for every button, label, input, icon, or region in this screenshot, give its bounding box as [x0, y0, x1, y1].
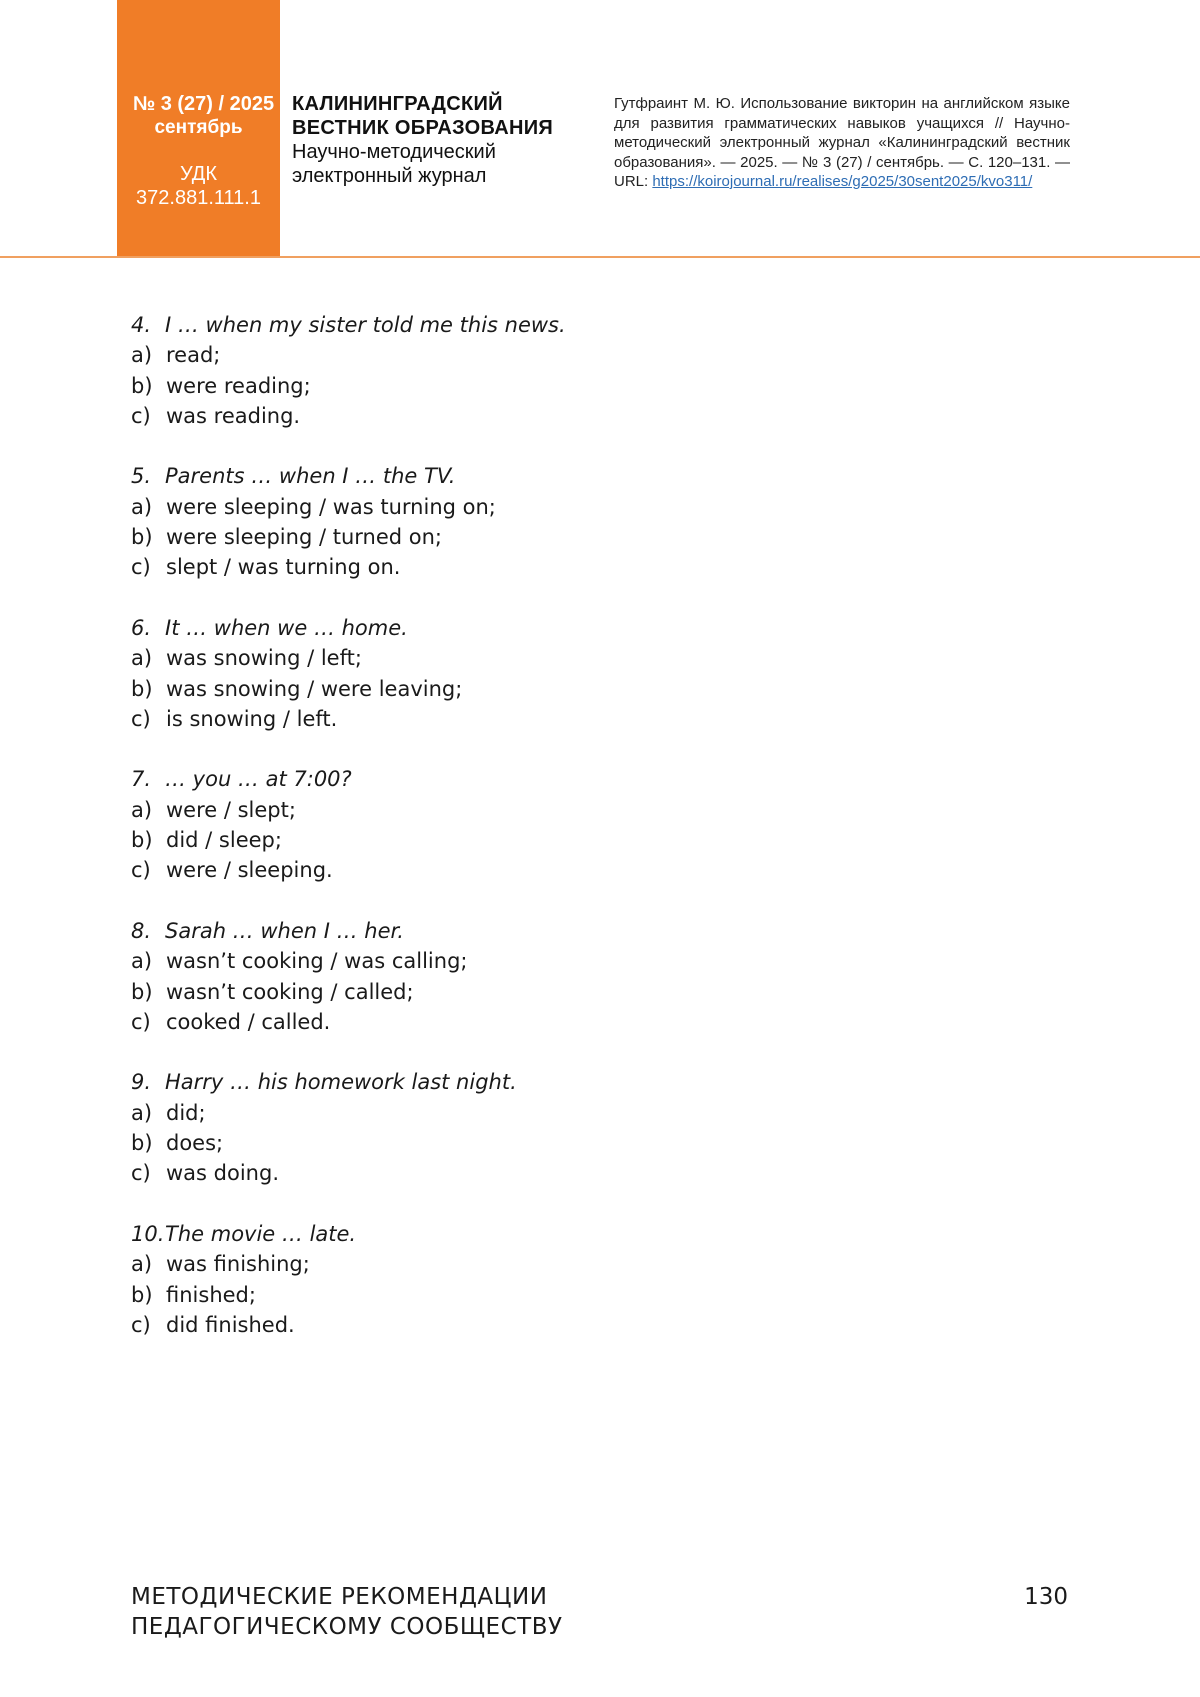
option-letter: b): [131, 828, 153, 853]
page-number: 130: [1024, 1584, 1068, 1610]
option-letter: c): [131, 858, 151, 883]
option-text: did / sleep;: [166, 828, 282, 853]
option-text: were reading;: [166, 373, 311, 398]
option-text: was doing.: [166, 1161, 279, 1186]
option-letter: b): [131, 676, 153, 701]
journal-title-block: [292, 92, 582, 188]
question-text: [131, 613, 1031, 643]
option-text: was reading.: [166, 403, 301, 428]
question-text: [131, 1219, 1031, 1249]
answer-option: [131, 825, 1031, 855]
option-letter: c): [131, 706, 151, 731]
question-text: [131, 310, 1031, 340]
answer-option: [131, 1310, 1031, 1340]
question-text: [131, 764, 1031, 794]
answer-option: [131, 795, 1031, 825]
issue-number: № 3 (27) / 2025: [132, 93, 275, 115]
answer-option: [131, 401, 1031, 431]
question-number: 10.: [131, 1221, 165, 1246]
question-stem: It … when we … home.: [165, 615, 408, 640]
question-number: 7.: [131, 767, 152, 792]
question-stem: Sarah … when I … her.: [165, 918, 404, 943]
question-stem: I … when my sister told me this news.: [165, 313, 566, 337]
answer-option: [131, 371, 1031, 401]
journal-subtitle-line2: электронный журнал: [292, 165, 487, 187]
question-number: 5.: [131, 464, 152, 489]
question-number: 8.: [131, 918, 152, 943]
header-divider: [0, 256, 1200, 258]
option-text: wasn’t cooking / was calling;: [166, 949, 468, 974]
answer-option: [131, 1280, 1031, 1310]
question-number: 6.: [131, 615, 152, 640]
footer-section-line1: МЕТОДИЧЕСКИЕ РЕКОМЕНДАЦИИ: [131, 1584, 548, 1610]
answer-option: [131, 492, 1031, 522]
question-text: [131, 916, 1031, 946]
option-text: read;: [166, 343, 221, 368]
option-letter: a): [131, 1100, 153, 1125]
question-block: [131, 461, 1031, 582]
journal-title-line1: КАЛИНИНГРАДСКИЙ: [292, 93, 503, 115]
question-block: [131, 916, 1031, 1037]
question-number: 9.: [131, 1070, 152, 1095]
option-text: slept / was turning on.: [166, 555, 401, 580]
option-letter: c): [131, 403, 151, 428]
answer-option: [131, 855, 1031, 885]
issue-month: сентябрь: [154, 117, 243, 138]
journal-title-line2: ВЕСТНИК ОБРАЗОВАНИЯ: [292, 117, 554, 139]
question-stem: The movie … late.: [165, 1221, 357, 1246]
udk-code: 372.881.111.1: [136, 187, 261, 209]
option-text: finished;: [166, 1282, 256, 1307]
footer-section-title: [131, 1582, 563, 1642]
option-text: were sleeping / turned on;: [166, 525, 442, 550]
option-text: wasn’t cooking / called;: [166, 979, 414, 1004]
question-block: [131, 764, 1031, 885]
option-text: did finished.: [166, 1312, 295, 1337]
option-text: were sleeping / was turning on;: [166, 494, 496, 519]
option-letter: c): [131, 555, 151, 580]
option-letter: a): [131, 646, 153, 671]
citation-link[interactable]: https://koirojournal.ru/realises/g2025/30sent2025/kvo311/: [652, 173, 1033, 190]
option-text: was finishing;: [166, 1252, 310, 1277]
answer-option: [131, 643, 1031, 673]
footer-section-line2: ПЕДАГОГИЧЕСКОМУ СООБЩЕСТВУ: [131, 1614, 563, 1640]
answer-option: [131, 1128, 1031, 1158]
answer-option: [131, 552, 1031, 582]
option-letter: a): [131, 494, 153, 519]
question-stem: Harry … his homework last night.: [165, 1070, 517, 1095]
option-letter: b): [131, 525, 153, 550]
question-number: 4.: [131, 313, 152, 337]
option-text: were / sleeping.: [166, 858, 333, 883]
option-letter: a): [131, 949, 153, 974]
option-letter: a): [131, 343, 153, 368]
question-text: [131, 1067, 1031, 1097]
answer-option: [131, 704, 1031, 734]
quiz-questions: [131, 310, 1031, 1370]
citation-text: Гутфраинт М. Ю. Использование викторин на английском языке для развития грамматических навыков учащихся // Научно-методический электронный журнал «Калининградский вестник образования». — 2025. — № 3 (27) / сентябрь. — С. 120–131. — URL:: [614, 95, 1070, 190]
answer-option: [131, 674, 1031, 704]
question-text: [131, 461, 1031, 491]
option-letter: b): [131, 1282, 153, 1307]
answer-option: [131, 946, 1031, 976]
option-letter: b): [131, 979, 153, 1004]
issue-badge: [117, 0, 280, 258]
answer-option: [131, 522, 1031, 552]
answer-option: [131, 1098, 1031, 1128]
option-text: cooked / called.: [166, 1009, 331, 1034]
option-text: were / slept;: [166, 797, 296, 822]
answer-option: [131, 1158, 1031, 1188]
question-stem: … you … at 7:00?: [165, 767, 352, 792]
question-block: [131, 310, 1031, 431]
question-block: [131, 1067, 1031, 1188]
answer-option: [131, 340, 1031, 370]
udk-block: [117, 162, 280, 210]
option-letter: a): [131, 1252, 153, 1277]
question-block: [131, 613, 1031, 734]
option-text: did;: [166, 1100, 206, 1125]
answer-option: [131, 1007, 1031, 1037]
question-stem: Parents … when I … the TV.: [165, 464, 456, 489]
option-letter: b): [131, 1131, 153, 1156]
option-letter: b): [131, 373, 153, 398]
journal-subtitle-line1: Научно-методический: [292, 141, 496, 163]
option-letter: c): [131, 1312, 151, 1337]
option-text: was snowing / were leaving;: [166, 676, 463, 701]
option-text: was snowing / left;: [166, 646, 362, 671]
option-letter: c): [131, 1009, 151, 1034]
question-block: [131, 1219, 1031, 1340]
answer-option: [131, 977, 1031, 1007]
answer-option: [131, 1249, 1031, 1279]
citation: [614, 94, 1070, 192]
option-letter: a): [131, 797, 153, 822]
option-text: is snowing / left.: [166, 706, 338, 731]
udk-label: УДК: [179, 163, 217, 185]
option-letter: c): [131, 1161, 151, 1186]
option-text: does;: [166, 1131, 224, 1156]
